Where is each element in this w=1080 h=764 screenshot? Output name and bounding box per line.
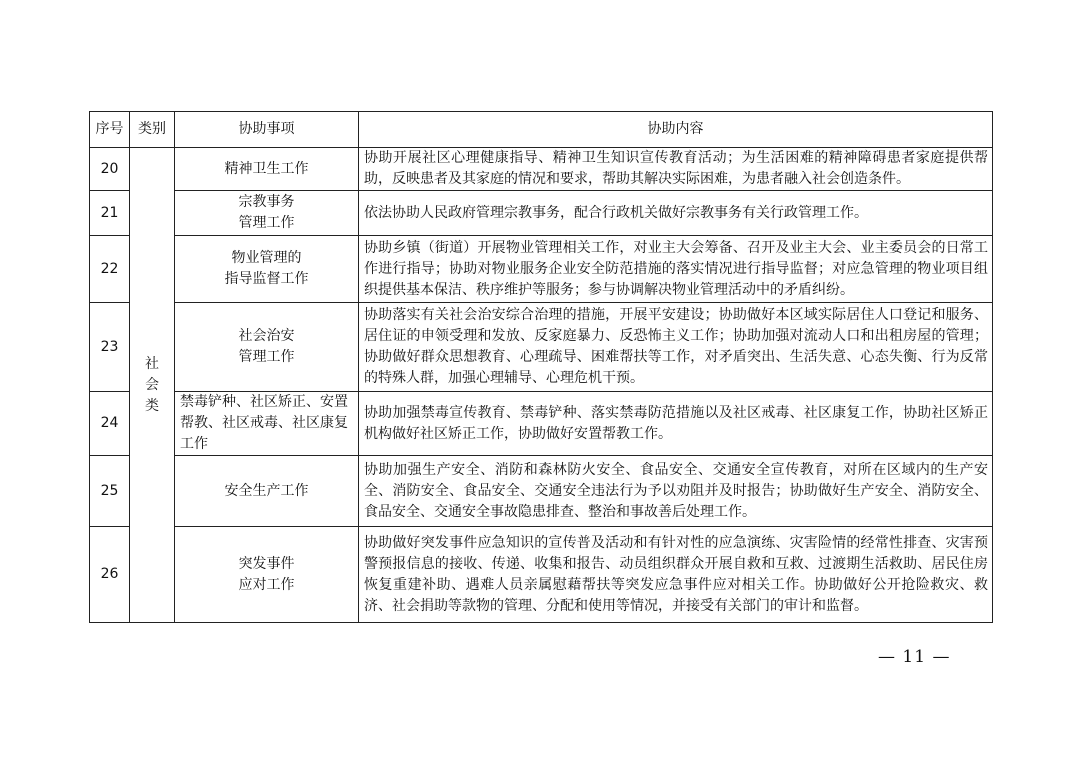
row-number: 20	[90, 148, 130, 191]
header-content: 协助内容	[359, 112, 993, 148]
table-row	[90, 456, 993, 527]
category-cell	[130, 148, 175, 623]
table-row	[90, 236, 993, 303]
content-cell: 依法协助人民政府管理宗教事务，配合行政机关做好宗教事务有关行政管理工作。	[359, 191, 993, 236]
item-cell	[175, 236, 359, 303]
table-row	[90, 191, 993, 236]
row-number: 22	[90, 236, 130, 303]
item-cell	[175, 303, 359, 392]
table-row	[90, 392, 993, 456]
item-line: 宗教事务	[238, 194, 295, 210]
table-row	[90, 527, 993, 623]
content-cell: 协助加强生产安全、消防和森林防火安全、食品安全、交通安全宣传教育，对所在区域内的生产安全、消防安全、食品安全、交通安全违法行为予以劝阻并及时报告；协助做好生产安全、消防安全、食品安全、交通安全事故隐患排查、整治和事故善后处理工作。	[359, 456, 993, 527]
page-number: — 11 —	[878, 647, 951, 667]
item-line: 指导监督工作	[224, 271, 309, 287]
item-line: 应对工作	[238, 576, 295, 593]
content-cell: 协助做好突发事件应急知识的宣传普及活动和有针对性的应急演练、灾害险情的经常性排查、灾害预警预报信息的接收、传递、收集和报告、动员组织群众开展自救和互救、过渡期生活救助、居民住房恢复重建补助、遇难人员亲属慰藉帮扶等突发应急事件应对相关工作。协助做好公开抢险救灾、救济、社会捐助等款物的管理、分配和使用等情况，并接受有关部门的审计和监督。	[359, 527, 993, 623]
table-header-row	[90, 112, 993, 148]
row-number: 21	[90, 191, 130, 236]
table-row	[90, 148, 993, 191]
item-line: 社会治安	[238, 328, 295, 344]
item-cell	[175, 392, 359, 456]
item-line: 突发事件	[238, 555, 295, 572]
header-seq: 序号	[90, 112, 130, 148]
item-line: 安全生产工作	[224, 482, 309, 499]
item-line: 禁毒铲种、社区矫正、安置帮教、社区戒毒、社区康复工作	[180, 394, 348, 452]
row-number: 25	[90, 456, 130, 527]
content-cell: 协助加强禁毒宣传教育、禁毒铲种、落实禁毒防范措施以及社区戒毒、社区康复工作，协助社区矫正机构做好社区矫正工作，协助做好安置帮教工作。	[359, 392, 993, 456]
item-cell	[175, 148, 359, 191]
item-line: 管理工作	[238, 215, 295, 231]
item-line: 管理工作	[238, 349, 295, 365]
row-number: 26	[90, 527, 130, 623]
affairs-table	[89, 111, 993, 623]
table-row	[90, 303, 993, 392]
row-number: 23	[90, 303, 130, 392]
item-line: 物业管理的	[231, 250, 302, 266]
content-cell: 协助落实有关社会治安综合治理的措施，开展平安建设；协助做好本区域实际居住人口登记和服务、居住证的申领受理和发放、反家庭暴力、反恐怖主义工作；协助加强对流动人口和出租房屋的管理；协助做好群众思想教育、心理疏导、困难帮扶等工作，对矛盾突出、生活失意、心态失衡、行为反常的特殊人群，加强心理辅导、心理危机干预。	[359, 303, 993, 392]
item-line: 精神卫生工作	[224, 160, 309, 177]
row-number: 24	[90, 392, 130, 456]
item-cell	[175, 191, 359, 236]
header-category: 类别	[130, 112, 175, 148]
header-item: 协助事项	[175, 112, 359, 148]
item-cell	[175, 527, 359, 623]
content-cell: 协助乡镇（街道）开展物业管理相关工作，对业主大会筹备、召开及业主大会、业主委员会的日常工作进行指导；协助对物业服务企业安全防范措施的落实情况进行指导监督；对应急管理的物业项目组织提供基本保洁、秩序维护等服务；参与协调解决物业管理活动中的矛盾纠纷。	[359, 236, 993, 303]
category-label: 社会类	[145, 355, 159, 414]
item-cell	[175, 456, 359, 527]
content-cell: 协助开展社区心理健康指导、精神卫生知识宣传教育活动；为生活困难的精神障碍患者家庭提供帮助，反映患者及其家庭的情况和要求，帮助其解决实际困难，为患者融入社会创造条件。	[359, 148, 993, 191]
